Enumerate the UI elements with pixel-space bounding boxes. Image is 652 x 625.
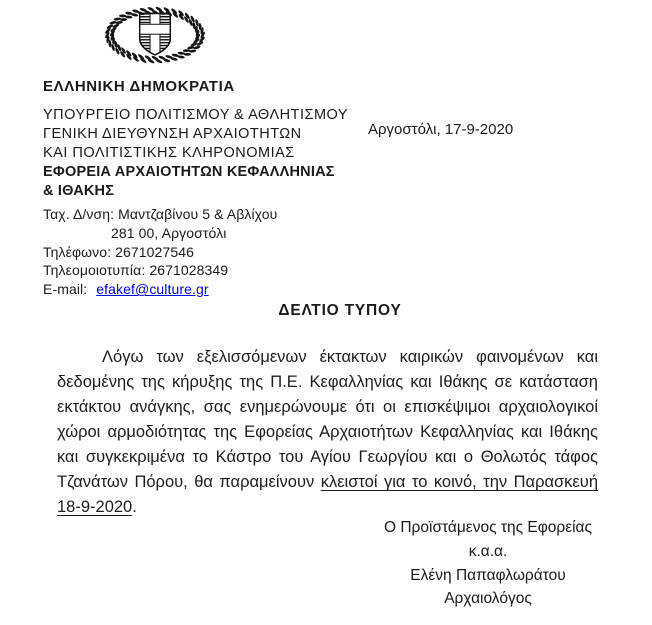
body-text-before: Λόγω των εξελισσόμενων έκτακτων καιρικών φαινομένων και δεδομένης της κήρυξης της Π.Ε. Κεφαλληνίας και Ιθάκης σε κατάσταση εκτάκτου ανάγκης, σας ενημερώνουμε ότι οι επισκέψιμοι αρχαιολογικοί χώροι αρμοδιότητας της Εφορείας Αρχαιοτήτων Κεφαλληνίας και Ιθάκης και συγκεκριμένα το Κάστρο του Αγίου Γεωργίου και ο Θολωτός τάφος Τζανάτων Πόρου, θα παραμείνουν	[57, 348, 598, 491]
body-text-after: .	[132, 498, 137, 516]
body-paragraph	[57, 345, 598, 520]
org-directorate-line-2: ΚΑΙ ΠΟΛΙΤΙΣΤΙΚΗΣ ΚΛΗΡΟΝΟΜΙΑΣ	[43, 145, 295, 161]
phone-line: Τηλέφωνο: 2671027546	[43, 243, 194, 260]
org-ministry-line: ΥΠΟΥΡΓΕΙΟ ΠΟΛΙΤΙΣΜΟΥ & ΑΘΛΗΤΙΣΜΟΥ	[43, 107, 349, 123]
greek-coat-of-arms	[101, 4, 209, 68]
signature-role: Ο Προϊστάμενος της Εφορείας	[384, 519, 592, 536]
fax-line: Τηλεομοιοτυπία: 2671028349	[43, 262, 229, 279]
press-release-title: ΔΕΛΤΙΟ ΤΥΠΟΥ	[278, 302, 402, 319]
postal-address-line-2: 281 00, Αργοστόλι	[111, 224, 227, 241]
contact-block	[43, 205, 383, 299]
signature-title: Αρχαιολόγος	[444, 590, 532, 608]
org-ephorate-line-1: ΕΦΟΡΕΙΑ ΑΡΧΑΙΟΤΗΤΩΝ ΚΕΦΑΛΛΗΝΙΑΣ	[43, 164, 335, 180]
org-ephorate-line-2: & ΙΘΑΚΗΣ	[43, 183, 115, 199]
cross-shield-icon	[138, 12, 172, 57]
place-date-line: Αργοστόλι, 17-9-2020	[368, 121, 514, 138]
letterhead	[43, 78, 383, 299]
body-text-underlined: κλειστοί για το κοινό, την Παρασκευή 18-9-2020	[57, 473, 598, 516]
org-directorate-line-1: ΓΕΝΙΚΗ ΔΙΕΥΘΥΝΣΗ ΑΡΧΑΙΟΤΗΤΩΝ	[43, 126, 302, 142]
signature-kaa: κ.α.α.	[468, 542, 508, 560]
email-line	[43, 280, 383, 299]
title-row	[28, 302, 652, 320]
signature-name: Ελένη Παπαφλωράτου	[410, 566, 566, 584]
org-republic-line: ΕΛΛΗΝΙΚΗ ΔΗΜΟΚΡΑΤΙΑ	[43, 78, 235, 95]
email-link[interactable]: efakef@culture.gr	[96, 281, 209, 298]
email-label: E-mail:	[43, 281, 88, 298]
signature-block	[332, 516, 644, 611]
postal-address-line-1: Ταχ. Δ/νση: Μαντζαβίνου 5 & Αβλίχου	[43, 206, 278, 222]
